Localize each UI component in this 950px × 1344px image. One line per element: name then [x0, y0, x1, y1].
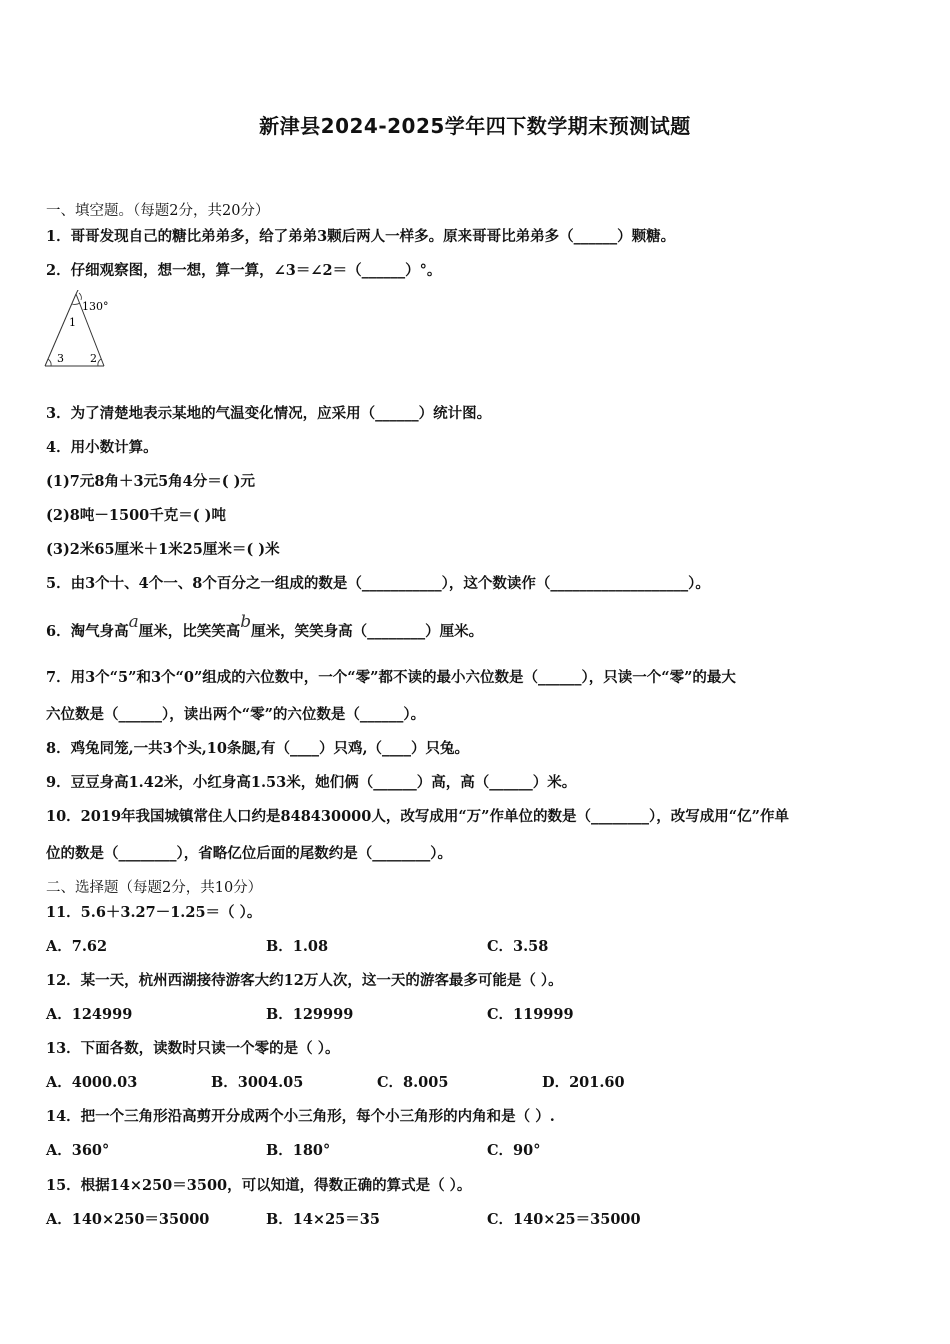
angle-130-arc [79, 293, 81, 300]
q12-option-b[interactable]: B．129999 [266, 1006, 354, 1023]
question-10-line2: 位的数是（________），省略亿位后面的尾数约是（________）。 [46, 845, 452, 862]
question-6 [46, 612, 484, 642]
q15-option-a[interactable]: A．140×250＝35000 [46, 1211, 210, 1228]
q13-option-a[interactable]: A．4000.03 [46, 1074, 138, 1091]
angle-3-label: 3 [57, 352, 64, 365]
q15-option-c[interactable]: C．140×25＝35000 [487, 1211, 641, 1228]
question-4-3: (3)2米65厘米＋1米25厘米＝( )米 [46, 541, 280, 558]
question-15: 15．根据14×250＝3500，可以知道，得数正确的算式是（ ）。 [46, 1177, 472, 1194]
page-title: 新津县2024-2025学年四下数学期末预测试题 [259, 114, 691, 138]
q14-option-c[interactable]: C．90° [487, 1142, 541, 1159]
question-4: 4．用小数计算。 [46, 439, 158, 456]
question-6-part2: 厘米，比笑笑高 [138, 623, 241, 640]
question-6-part1: 6．淘气身高 [46, 623, 129, 640]
q12-option-a[interactable]: A．124999 [46, 1006, 133, 1023]
question-13: 13．下面各数，读数时只读一个零的是（ ）。 [46, 1040, 340, 1057]
q13-option-c[interactable]: C．8.005 [377, 1074, 449, 1091]
q11-option-a[interactable]: A．7.62 [46, 938, 108, 955]
question-3: 3．为了清楚地表示某地的气温变化情况，应采用（______）统计图。 [46, 405, 492, 422]
question-12: 12．某一天，杭州西湖接待游客大约12万人次，这一天的游客最多可能是（ ）。 [46, 972, 563, 989]
question-10-line1: 10．2019年我国城镇常住人口约是848430000人，改写成用“万”作单位的数是（________），改写成用“亿”作单 [46, 808, 789, 825]
angle-130-label: 130° [82, 300, 109, 313]
q13-option-d[interactable]: D．201.60 [542, 1074, 625, 1091]
q11-option-b[interactable]: B．1.08 [266, 938, 329, 955]
angle-2-arc [98, 359, 101, 366]
question-8: 8．鸡兔同笼,一共3个头,10条腿,有（____）只鸡,（____）只兔。 [46, 740, 470, 757]
question-11: 11．5.6＋3.27－1.25＝（ ）。 [46, 904, 262, 921]
angle-1-label: 1 [69, 316, 76, 329]
question-7-line2: 六位数是（______），读出两个“零”的六位数是（______）。 [46, 706, 426, 723]
question-1: 1．哥哥发现自己的糖比弟弟多，给了弟弟3颗后两人一样多。原来哥哥比弟弟多（______）颗糖。 [46, 228, 676, 245]
q11-option-c[interactable]: C．3.58 [487, 938, 549, 955]
section-fill-in-heading: 一、填空题。（每题2分，共20分） [46, 203, 270, 219]
variable-b: b [240, 612, 252, 632]
question-4-1: (1)7元8角＋3元5角4分＝( )元 [46, 473, 256, 490]
angle-2-label: 2 [90, 352, 97, 365]
section-choice-heading: 二、选择题（每题2分，共10分） [46, 880, 263, 896]
question-4-2: (2)8吨－1500千克＝( )吨 [46, 507, 227, 524]
angle-1-arc [72, 303, 80, 304]
angle-3-arc [48, 359, 51, 366]
question-2: 2．仔细观察图，想一想，算一算，∠3＝∠2＝（______）°。 [46, 262, 442, 279]
question-6-part3: 厘米，笑笑身高（________）厘米。 [251, 623, 484, 640]
q15-option-b[interactable]: B．14×25＝35 [266, 1211, 380, 1228]
triangle-figure [40, 290, 120, 372]
question-14: 14．把一个三角形沿高剪开分成两个小三角形，每个小三角形的内角和是（ ）. [46, 1108, 555, 1125]
question-5: 5．由3个十、4个一、8个百分之一组成的数是（___________），这个数读作（___________________）。 [46, 575, 710, 592]
q14-option-a[interactable]: A．360° [46, 1142, 110, 1159]
question-7-line1: 7．用3个“5”和3个“0”组成的六位数中，一个“零”都不读的最小六位数是（______），只读一个“零”的最大 [46, 669, 736, 686]
question-9: 9．豆豆身高1.42米，小红身高1.53米，她们俩（______）高，高（______）米。 [46, 774, 577, 791]
q12-option-c[interactable]: C．119999 [487, 1006, 574, 1023]
q14-option-b[interactable]: B．180° [266, 1142, 331, 1159]
variable-a: a [128, 612, 139, 632]
q13-option-b[interactable]: B．3004.05 [211, 1074, 304, 1091]
